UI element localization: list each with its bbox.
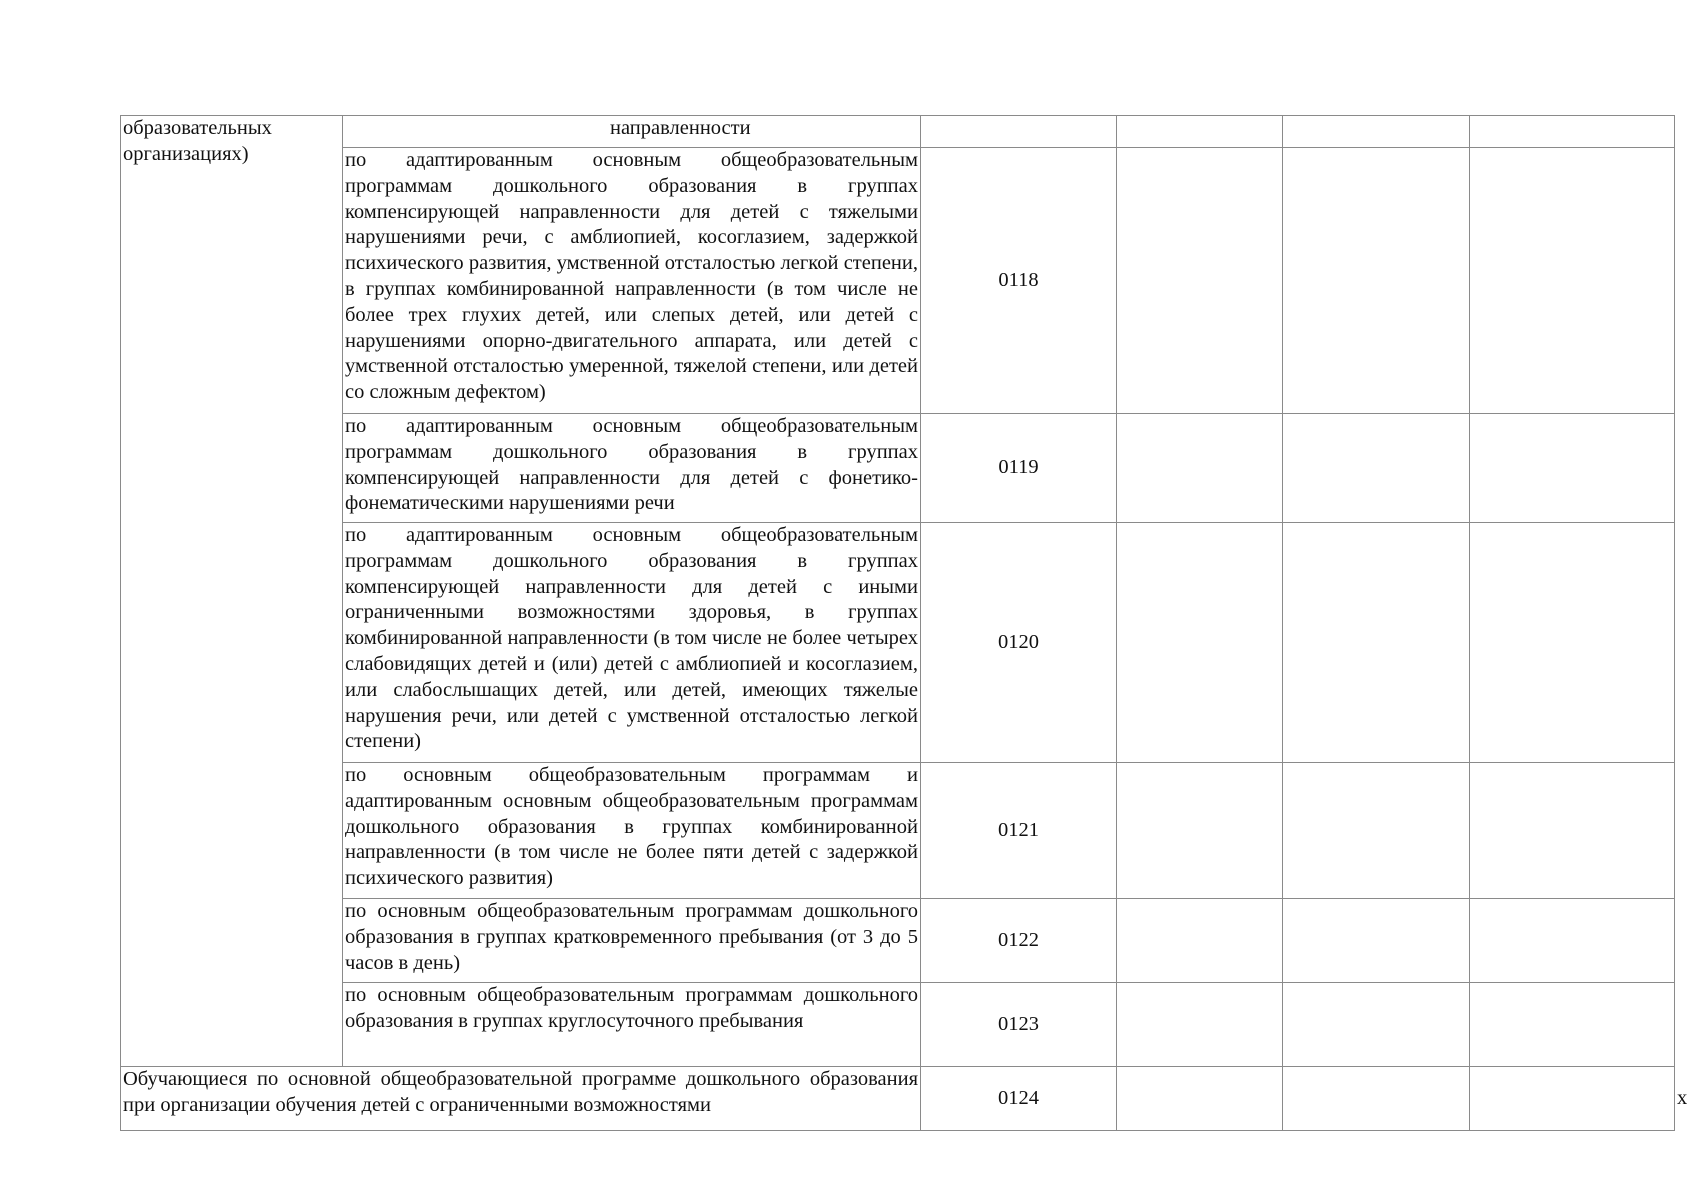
table-row bbox=[121, 414, 1675, 523]
group-label-cell bbox=[121, 116, 343, 1067]
value-cell bbox=[1283, 116, 1470, 148]
value-cell bbox=[1283, 763, 1470, 899]
group-label: образовательных организациях) bbox=[123, 117, 272, 165]
description-cell bbox=[343, 148, 921, 414]
value-cell bbox=[1117, 1067, 1283, 1131]
row-code: 0123 bbox=[998, 1012, 1039, 1035]
value-cell bbox=[1470, 523, 1675, 763]
description-cell bbox=[121, 1067, 921, 1131]
table-row bbox=[121, 1067, 1675, 1131]
row-code: 0119 bbox=[998, 456, 1039, 479]
row-description: по основным общеобразовательным программам дошкольного образования в группах кратковременного пребывания (от 3 до 5 часов в день) bbox=[345, 900, 918, 974]
row-description: по адаптированным основным общеобразовательным программам дошкольного образования в группах компенсирующей направленности для детей с тяжелыми нарушениями речи, с амблиопией, косоглазием, задержкой психического развития, умственной отсталостью легкой степени, в группах комбинированной направленности (в том числе не более трех глухих детей, или слепых детей, или детей с нарушениями опорно-двигательного аппарата, или детей с умственной отсталостью умеренной, тяжелой степени, или детей со сложным дефектом) bbox=[345, 149, 918, 404]
row-description: по основным общеобразовательным программам и адаптированным основным общеобразовательным программам дошкольного образования в группах комбинированной направленности (в том числе не более пяти детей с задержкой психического развития) bbox=[345, 764, 918, 890]
code-cell bbox=[921, 899, 1117, 983]
table-row bbox=[121, 763, 1675, 899]
value-cell bbox=[1117, 116, 1283, 148]
code-cell bbox=[921, 763, 1117, 899]
code-cell bbox=[921, 523, 1117, 763]
value-cell bbox=[1283, 523, 1470, 763]
row-code: 0124 bbox=[998, 1086, 1039, 1109]
cell-value: x bbox=[1677, 1086, 1688, 1109]
value-cell bbox=[1283, 1067, 1470, 1131]
table-row bbox=[121, 148, 1675, 414]
description-cell bbox=[343, 523, 921, 763]
table-row bbox=[121, 983, 1675, 1067]
row-code: 0118 bbox=[998, 268, 1039, 291]
code-cell bbox=[921, 116, 1117, 148]
value-cell bbox=[1470, 1067, 1675, 1131]
code-cell bbox=[921, 148, 1117, 414]
value-cell bbox=[1470, 148, 1675, 414]
table-row bbox=[121, 899, 1675, 983]
row-description: по адаптированным основным общеобразовательным программам дошкольного образования в группах компенсирующей направленности для детей с иными ограниченными возможностями здоровья, в группах комбинированной направленности (в том числе не более четырех слабовидящих детей и (или) детей с амблиопией и косоглазием, или слабослышащих детей, или детей, имеющих тяжелые нарушения речи, или детей с умственной отсталостью легкой степени) bbox=[345, 524, 918, 753]
code-cell bbox=[921, 1067, 1117, 1131]
row-description: направленности bbox=[610, 117, 751, 139]
row-code: 0120 bbox=[998, 630, 1039, 653]
row-description: Обучающиеся по основной общеобразовательной программе дошкольного образования при организации обучения детей с ограниченными возможностями bbox=[123, 1068, 918, 1116]
code-cell bbox=[921, 983, 1117, 1067]
value-cell bbox=[1470, 899, 1675, 983]
description-cell bbox=[343, 983, 921, 1067]
code-cell bbox=[921, 414, 1117, 523]
value-cell bbox=[1470, 116, 1675, 148]
value-cell bbox=[1117, 983, 1283, 1067]
value-cell bbox=[1117, 523, 1283, 763]
row-code: 0122 bbox=[998, 928, 1039, 951]
value-cell bbox=[1470, 763, 1675, 899]
description-cell bbox=[343, 116, 921, 148]
description-cell bbox=[343, 414, 921, 523]
value-cell bbox=[1283, 414, 1470, 523]
value-cell bbox=[1283, 899, 1470, 983]
row-description: по основным общеобразовательным программам дошкольного образования в группах круглосуточного пребывания bbox=[345, 984, 918, 1032]
row-code: 0121 bbox=[998, 818, 1039, 841]
value-cell bbox=[1283, 983, 1470, 1067]
value-cell bbox=[1117, 763, 1283, 899]
description-cell bbox=[343, 763, 921, 899]
value-cell bbox=[1470, 414, 1675, 523]
value-cell bbox=[1117, 414, 1283, 523]
description-cell bbox=[343, 899, 921, 983]
value-cell bbox=[1470, 983, 1675, 1067]
table-row bbox=[121, 523, 1675, 763]
value-cell bbox=[1117, 899, 1283, 983]
value-cell bbox=[1283, 148, 1470, 414]
table-row bbox=[121, 116, 1675, 148]
value-cell bbox=[1117, 148, 1283, 414]
statistics-form-table bbox=[120, 115, 1688, 1131]
row-description: по адаптированным основным общеобразовательным программам дошкольного образования в группах компенсирующей направленности для детей с фонетико-фонематическими нарушениями речи bbox=[345, 415, 918, 515]
